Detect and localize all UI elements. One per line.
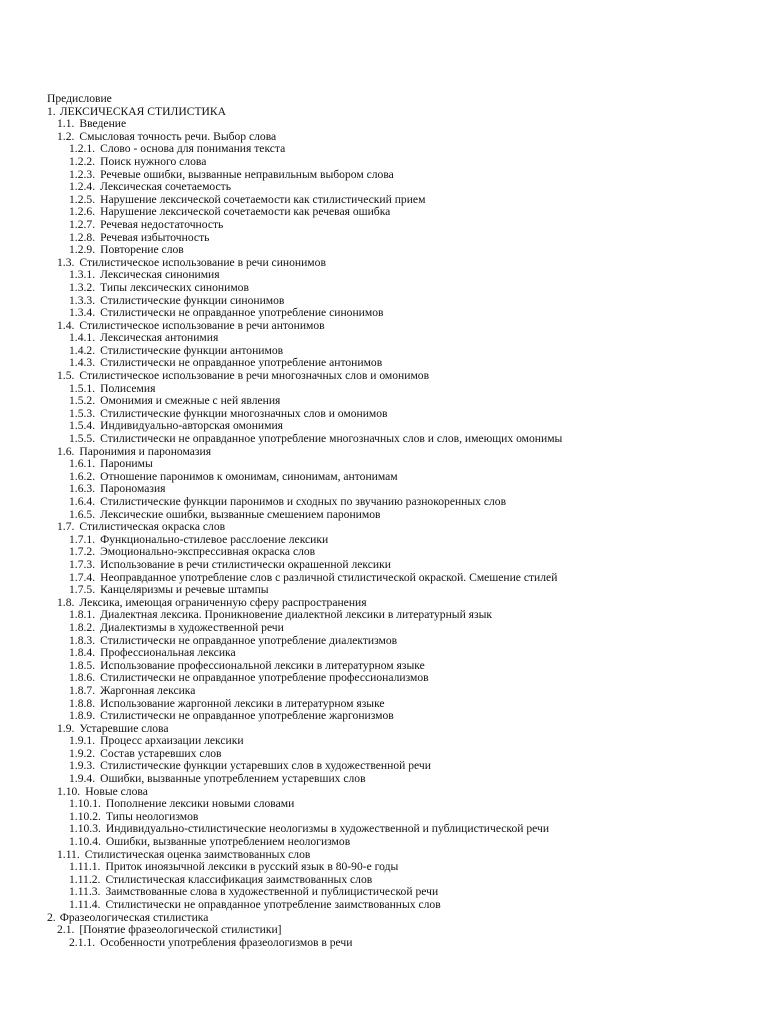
- toc-entry-number: 1.3.: [57, 255, 75, 269]
- toc-entry-number: 1.8.1.: [69, 608, 96, 622]
- toc-entry-title: Стилистически не оправданное употребление многозначных слов и слов, имеющих омонимы: [100, 432, 563, 446]
- toc-entry-title: Отношение паронимов к омонимам, синонимам, антонимам: [100, 469, 398, 483]
- toc-entry-number: 1.4.: [57, 318, 75, 332]
- toc-entry-title: Стилистически не оправданное употребление заимствованных слов: [105, 898, 441, 911]
- toc-entry-number: 1.2.9.: [69, 243, 96, 257]
- toc-entry-number: 1.11.1.: [69, 860, 101, 874]
- toc-entry: [47, 773, 747, 786]
- toc-entry-title: Стилистические функции многозначных слов и омонимов: [100, 406, 388, 420]
- toc-entry-title: Стилистическая окраска слов: [79, 520, 226, 534]
- toc-entry-title: Нарушение лексической сочетаемости как речевая ошибка: [100, 205, 391, 219]
- toc-entry-number: 1.4.1.: [69, 331, 96, 345]
- toc-entry-number: 2.1.1.: [69, 935, 96, 949]
- toc-entry-number: 1.6.5.: [69, 507, 96, 521]
- toc-entry-number: 1.1.: [57, 117, 75, 131]
- toc-entry-title: Использование жаргонной лексики в литературном языке: [100, 696, 385, 710]
- toc-entry-number: 1.3.3.: [69, 293, 96, 307]
- toc-entry-number: 1.7.: [57, 520, 75, 534]
- toc-entry-title: Канцеляризмы и речевые штампы: [100, 583, 269, 597]
- toc-entry-title: Особенности употребления фразеологизмов в речи: [100, 935, 353, 949]
- toc-entry-title: Использование профессиональной лексики в литературном языке: [100, 658, 425, 672]
- toc-entry-title: Стилистически не оправданное употребление жаргонизмов: [100, 709, 394, 723]
- toc-entry-title: Парономазия: [100, 482, 166, 496]
- toc-entry-title: Фразеологическая стилистика: [59, 910, 209, 924]
- toc-entry-number: 1.11.4.: [69, 898, 101, 911]
- toc-entry-number: 1.5.2.: [69, 394, 96, 408]
- toc-entry-number: 1.5.: [57, 369, 75, 383]
- toc-entry-number: 1.5.3.: [69, 406, 96, 420]
- toc-entry-title: Стилистическое использование в речи антонимов: [79, 318, 325, 332]
- toc-entry-number: 1.7.2.: [69, 545, 96, 559]
- toc-entry-title: Состав устаревших слов: [100, 746, 222, 760]
- toc-entry-number: 1.11.2.: [69, 872, 101, 886]
- toc-entry-number: 1.7.5.: [69, 583, 96, 597]
- toc-entry-number: 1.2.2.: [69, 154, 96, 168]
- toc-entry-title: Стилистически не оправданное употребление профессионализмов: [100, 671, 429, 685]
- toc-entry-number: 1.6.2.: [69, 469, 96, 483]
- toc-entry-number: 1.2.3.: [69, 167, 96, 181]
- toc-entry-title: Использование в речи стилистически окрашенной лексики: [100, 557, 391, 571]
- toc-entry-number: 1.10.3.: [69, 822, 101, 836]
- toc-entry-number: 1.2.8.: [69, 230, 96, 244]
- toc-entry-title: Лексика, имеющая ограниченную сферу распространения: [79, 595, 367, 609]
- toc-entry-title: Заимствованные слова в художественной и публицистической речи: [105, 885, 439, 899]
- toc-entry-title: Стилистические функции синонимов: [100, 293, 285, 307]
- toc-entry-number: 1.5.1.: [69, 381, 96, 395]
- toc-entry-title: Функционально-стилевое расслоение лексики: [100, 532, 329, 546]
- toc-entry-title: Поиск нужного слова: [100, 154, 207, 168]
- toc-entry-number: 1.2.6.: [69, 205, 96, 219]
- toc-entry-title: Стилистически не оправданное употребление антонимов: [100, 356, 383, 370]
- toc-entry-title: Повторение слов: [100, 243, 184, 257]
- toc-entry-title: Речевая недостаточность: [100, 217, 224, 231]
- toc-entry-title: Жаргонная лексика: [100, 683, 196, 697]
- toc-entry-title: Стилистически не оправданное употребление синонимов: [100, 306, 384, 320]
- toc-entry-number: 1.8.3.: [69, 633, 96, 647]
- toc-entry-title: Ошибки, вызванные употреблением устаревших слов: [100, 772, 366, 786]
- toc-entry-title: Процесс архаизации лексики: [100, 734, 244, 748]
- toc-entry-title: Диалектизмы в художественной речи: [100, 620, 284, 634]
- toc-entry-title: Лексические ошибки, вызванные смешением паронимов: [100, 507, 381, 521]
- toc-entry-number: 1.3.2.: [69, 280, 96, 294]
- toc-entry-title: Речевые ошибки, вызванные неправильным выбором слова: [100, 167, 394, 181]
- toc-entry-number: 1.4.3.: [69, 356, 96, 370]
- toc-entry-title: Речевая избыточность: [100, 230, 210, 244]
- toc-entry-title: Неоправданное употребление слов с различной стилистической окраской. Смешение стилей: [100, 570, 558, 584]
- toc-entry-number: 1.9.: [57, 721, 75, 735]
- toc-entry-title: Индивидуально-стилистические неологизмы в художественной и публицистической речи: [105, 822, 550, 836]
- toc-entry-number: 1.4.2.: [69, 343, 96, 357]
- toc-entry-number: 1.8.6.: [69, 671, 96, 685]
- toc-entry-title: Приток иноязычной лексики в русский язык в 80-90-е годы: [105, 860, 399, 874]
- toc-entry-number: 2.: [47, 910, 56, 924]
- toc-entry-title: Паронимия и парономазия: [79, 444, 212, 458]
- toc-entry-title: Стилистические функции паронимов и сходных по звучанию разнокоренных слов: [100, 495, 507, 508]
- toc-entry: [47, 937, 747, 950]
- toc-entry-title: Пополнение лексики новыми словами: [105, 797, 295, 811]
- toc-entry-number: 1.2.1.: [69, 142, 96, 156]
- toc-entry-title: Стилистическое использование в речи многозначных слов и омонимов: [79, 369, 430, 383]
- toc-entry-number: 1.11.3.: [69, 885, 101, 899]
- toc-entry-title: Омонимия и смежные с ней явления: [100, 394, 281, 408]
- toc-entry-number: 1.5.5.: [69, 432, 96, 446]
- toc-entry-title: ЛЕКСИЧЕСКАЯ СТИЛИСТИКА: [59, 104, 227, 118]
- toc-entry-number: 1.3.4.: [69, 306, 96, 320]
- toc-entry-title: Эмоционально-экспрессивная окраска слов: [100, 545, 316, 559]
- toc-entry-number: 1.8.7.: [69, 683, 96, 697]
- toc-entry-number: 1.10.1.: [69, 797, 101, 811]
- toc-entry-title: Паронимы: [100, 457, 153, 471]
- toc-entry-number: 1.8.8.: [69, 696, 96, 710]
- toc-entry-number: 1.7.4.: [69, 570, 96, 584]
- toc-entry-number: 1.3.1.: [69, 268, 96, 282]
- toc-entry-title: Индивидуально-авторская омонимия: [100, 419, 283, 433]
- toc-entry-title: Введение: [79, 117, 127, 131]
- toc-entry: [47, 106, 747, 119]
- toc-entry-title: Диалектная лексика. Проникновение диалектной лексики в литературный язык: [100, 608, 493, 622]
- table-of-contents: [47, 93, 747, 949]
- toc-entry-title: Устаревшие слова: [79, 721, 169, 735]
- toc-entry-number: 1.11.: [57, 847, 80, 861]
- toc-entry-number: 1.2.: [57, 129, 75, 143]
- toc-entry-title: Стилистические функции устаревших слов в художественной речи: [100, 759, 431, 773]
- toc-entry-number: 2.1.: [57, 923, 75, 937]
- toc-entry-title: Полисемия: [100, 381, 156, 395]
- toc-entry-title: Лексическая антонимия: [100, 331, 219, 345]
- toc-entry-number: 1.2.5.: [69, 192, 96, 206]
- toc-entry-title: Смысловая точность речи. Выбор слова: [79, 129, 277, 143]
- toc-entry-number: 1.6.1.: [69, 457, 96, 471]
- toc-entry-title: Лексическая сочетаемость: [100, 180, 232, 194]
- toc-entry-number: 1.8.9.: [69, 709, 96, 723]
- toc-entry-number: 1.10.2.: [69, 809, 101, 823]
- toc-entry-number: 1.6.: [57, 444, 75, 458]
- toc-entry-number: 1.7.3.: [69, 557, 96, 571]
- toc-entry-number: 1.9.4.: [69, 772, 96, 786]
- toc-entry-number: 1.6.3.: [69, 482, 96, 496]
- toc-entry-number: 1.6.4.: [69, 495, 96, 508]
- toc-entry-number: 1.10.4.: [69, 835, 101, 849]
- toc-entry-title: Профессиональная лексика: [100, 646, 236, 660]
- toc-entry-number: 1.9.1.: [69, 734, 96, 748]
- toc-entry-number: 1.2.7.: [69, 217, 96, 231]
- toc-entry-title: Ошибки, вызванные употреблением неологизмов: [105, 835, 351, 849]
- toc-entry-number: 1.7.1.: [69, 532, 96, 546]
- toc-entry-number: 1.9.2.: [69, 746, 96, 760]
- toc-entry-title: Лексическая синонимия: [100, 268, 220, 282]
- toc-entry-title: Стилистические функции антонимов: [100, 343, 284, 357]
- toc-entry-number: 1.8.2.: [69, 620, 96, 634]
- toc-entry-number: 1.5.4.: [69, 419, 96, 433]
- toc-entry-number: 1.2.4.: [69, 180, 96, 194]
- toc-entry-title: [Понятие фразеологической стилистики]: [79, 923, 282, 937]
- toc-entry-number: 1.8.5.: [69, 658, 96, 672]
- toc-entry-number: 1.8.: [57, 595, 75, 609]
- toc-entry-title: Слово - основа для понимания текста: [100, 142, 286, 156]
- toc-entry-title: Стилистическое использование в речи синонимов: [79, 255, 326, 269]
- toc-entry-title: Типы лексических синонимов: [100, 280, 249, 294]
- toc-entry-number: 1.: [47, 104, 56, 118]
- toc-entry-title: Предисловие: [47, 92, 112, 105]
- toc-entry-title: Типы неологизмов: [105, 809, 199, 823]
- toc-entry-number: 1.10.: [57, 784, 81, 798]
- toc-entry-title: Нарушение лексической сочетаемости как стилистический прием: [100, 192, 426, 206]
- toc-entry-title: Стилистическая оценка заимствованных слов: [84, 847, 311, 861]
- toc-entry-number: 1.8.4.: [69, 646, 96, 660]
- toc-entry-number: 1.9.3.: [69, 759, 96, 773]
- toc-entry-title: Новые слова: [85, 784, 148, 798]
- toc-entry-title: Стилистически не оправданное употребление диалектизмов: [100, 633, 398, 647]
- toc-entry-title: Стилистическая классификация заимствованных слов: [105, 872, 373, 886]
